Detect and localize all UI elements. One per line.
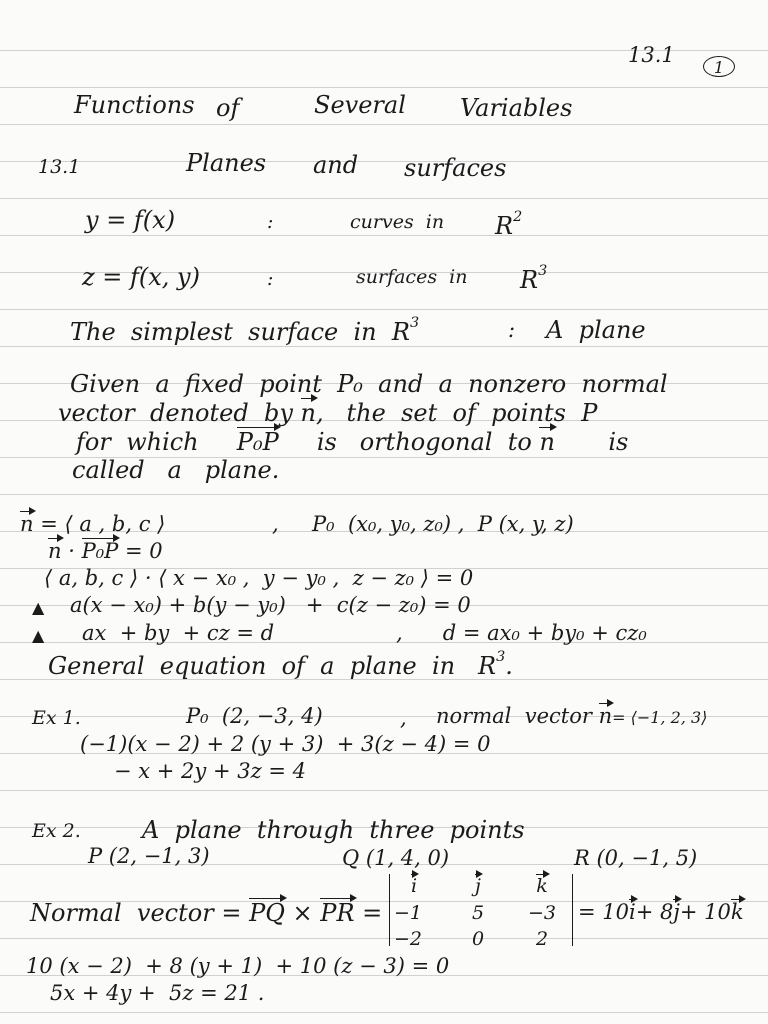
dot-product-zero: n · P₀P = 0 bbox=[48, 539, 163, 563]
example-1-separator: , bbox=[400, 706, 407, 730]
general-equation-caption: General equation of a plane in $R^3$. bbox=[48, 649, 513, 680]
definition-line-3: for which P₀P is orthogonal to n is bbox=[76, 428, 629, 456]
title-word-functions: Functions bbox=[74, 91, 195, 119]
matrix-cell-r2c2: 5 bbox=[471, 902, 485, 924]
point-r: R (0, −1, 5) bbox=[574, 846, 698, 870]
normal-vector-symbol-3: n bbox=[20, 512, 34, 536]
matrix-cell-j: j bbox=[475, 875, 481, 897]
curves-label: curves in bbox=[350, 211, 445, 233]
pq-vector-symbol: PQ bbox=[249, 899, 285, 927]
cross-product-result: = 10i+ 8j+ 10k bbox=[578, 900, 744, 924]
matrix-cell-k: k bbox=[536, 875, 548, 897]
example-2-description: A plane through three points bbox=[142, 816, 525, 844]
normal-vector-symbol-5: n bbox=[598, 704, 613, 728]
function-two-variables: z = f(x, y) bbox=[82, 263, 200, 291]
example-1-normal: normal vector n= ⟨−1, 2, 3⟩ bbox=[436, 704, 708, 728]
space-r2: $R^2$ bbox=[495, 209, 523, 240]
example-2-label: Ex 2. bbox=[32, 820, 81, 842]
title-word-several: Several bbox=[314, 91, 406, 119]
simplest-surface-text: The simplest surface in $R^3$ bbox=[70, 315, 420, 346]
matrix-cell-i: i bbox=[410, 875, 418, 897]
example-1-label: Ex 1. bbox=[32, 707, 81, 729]
surfaces-label: surfaces in bbox=[356, 266, 468, 288]
matrix-cell-r3c2: 0 bbox=[471, 928, 485, 950]
matrix-cell-r3c3: 2 bbox=[535, 928, 549, 950]
example-1-equation: (−1)(x − 2) + 2 (y + 3) + 3(z − 4) = 0 bbox=[80, 732, 491, 756]
example-1-point: P₀ (2, −3, 4) bbox=[186, 704, 323, 728]
space-r3: $R^3$ bbox=[520, 263, 548, 294]
triangle-bullet-1: ▲ bbox=[32, 598, 45, 617]
triangle-bullet-2: ▲ bbox=[32, 626, 45, 645]
a-plane-text: A plane bbox=[546, 316, 646, 344]
page-number-circle bbox=[703, 56, 735, 77]
colon-3: : bbox=[508, 318, 516, 342]
p0p-vector-symbol: P₀P bbox=[236, 428, 279, 456]
title-word-variables: Variables bbox=[460, 94, 573, 122]
pr-vector-symbol: PR bbox=[320, 899, 355, 927]
normal-vector-symbol-4: n bbox=[48, 539, 62, 563]
determinant-right-bar bbox=[572, 874, 573, 946]
definition-line-1: Given a fixed point P₀ and a nonzero normal bbox=[70, 370, 668, 398]
section-word-surfaces: surfaces bbox=[404, 154, 507, 182]
section-reference: 13.1 bbox=[628, 43, 675, 67]
title-word-of: of bbox=[216, 94, 240, 122]
normal-vector-definition: n = ⟨ a , b, c ⟩ bbox=[20, 512, 166, 536]
example-2-equation: 10 (x − 2) + 8 (y + 1) + 10 (z − 3) = 0 bbox=[26, 954, 450, 978]
matrix-cell-r2c1: −1 bbox=[393, 902, 422, 924]
point-q: Q (1, 4, 0) bbox=[342, 846, 450, 870]
function-one-variable: y = f(x) bbox=[85, 206, 176, 234]
point-p: P (2, −1, 3) bbox=[88, 844, 210, 868]
component-dot-product: ⟨ a, b, c ⟩ · ⟨ x − x₀ , y − y₀ , z − z₀ ⟩ = 0 bbox=[44, 566, 474, 590]
colon-2: : bbox=[267, 268, 274, 290]
example-1-result: − x + 2y + 3z = 4 bbox=[114, 759, 306, 783]
example-2-result: 5x + 4y + 5z = 21 . bbox=[50, 981, 265, 1005]
p0p-vector-symbol-2: P₀P bbox=[81, 539, 119, 563]
matrix-cell-r2c3: −3 bbox=[527, 902, 556, 924]
points-p0-p: , P₀ (x₀, y₀, z₀) , P (x, y, z) bbox=[272, 512, 574, 536]
normal-vector-cross-product: Normal vector = PQ × PR = bbox=[30, 899, 383, 927]
section-word-planes: Planes bbox=[186, 149, 267, 177]
definition-line-4: called a plane. bbox=[72, 456, 280, 484]
section-number: 13.1 bbox=[38, 156, 81, 178]
general-form-equation: ax + by + cz = d bbox=[82, 621, 275, 645]
point-normal-equation: a(x − x₀) + b(y − y₀) + c(z − z₀) = 0 bbox=[70, 593, 471, 617]
definition-line-2: vector denoted by n, the set of points P bbox=[58, 399, 598, 427]
normal-vector-symbol: n bbox=[300, 399, 316, 427]
page-number: 1 bbox=[713, 58, 725, 77]
section-word-and: and bbox=[313, 151, 359, 179]
d-definition: , d = ax₀ + by₀ + cz₀ bbox=[396, 621, 647, 645]
normal-vector-symbol-2: n bbox=[539, 428, 555, 456]
matrix-cell-r3c1: −2 bbox=[393, 928, 422, 950]
colon-1: : bbox=[267, 211, 274, 233]
